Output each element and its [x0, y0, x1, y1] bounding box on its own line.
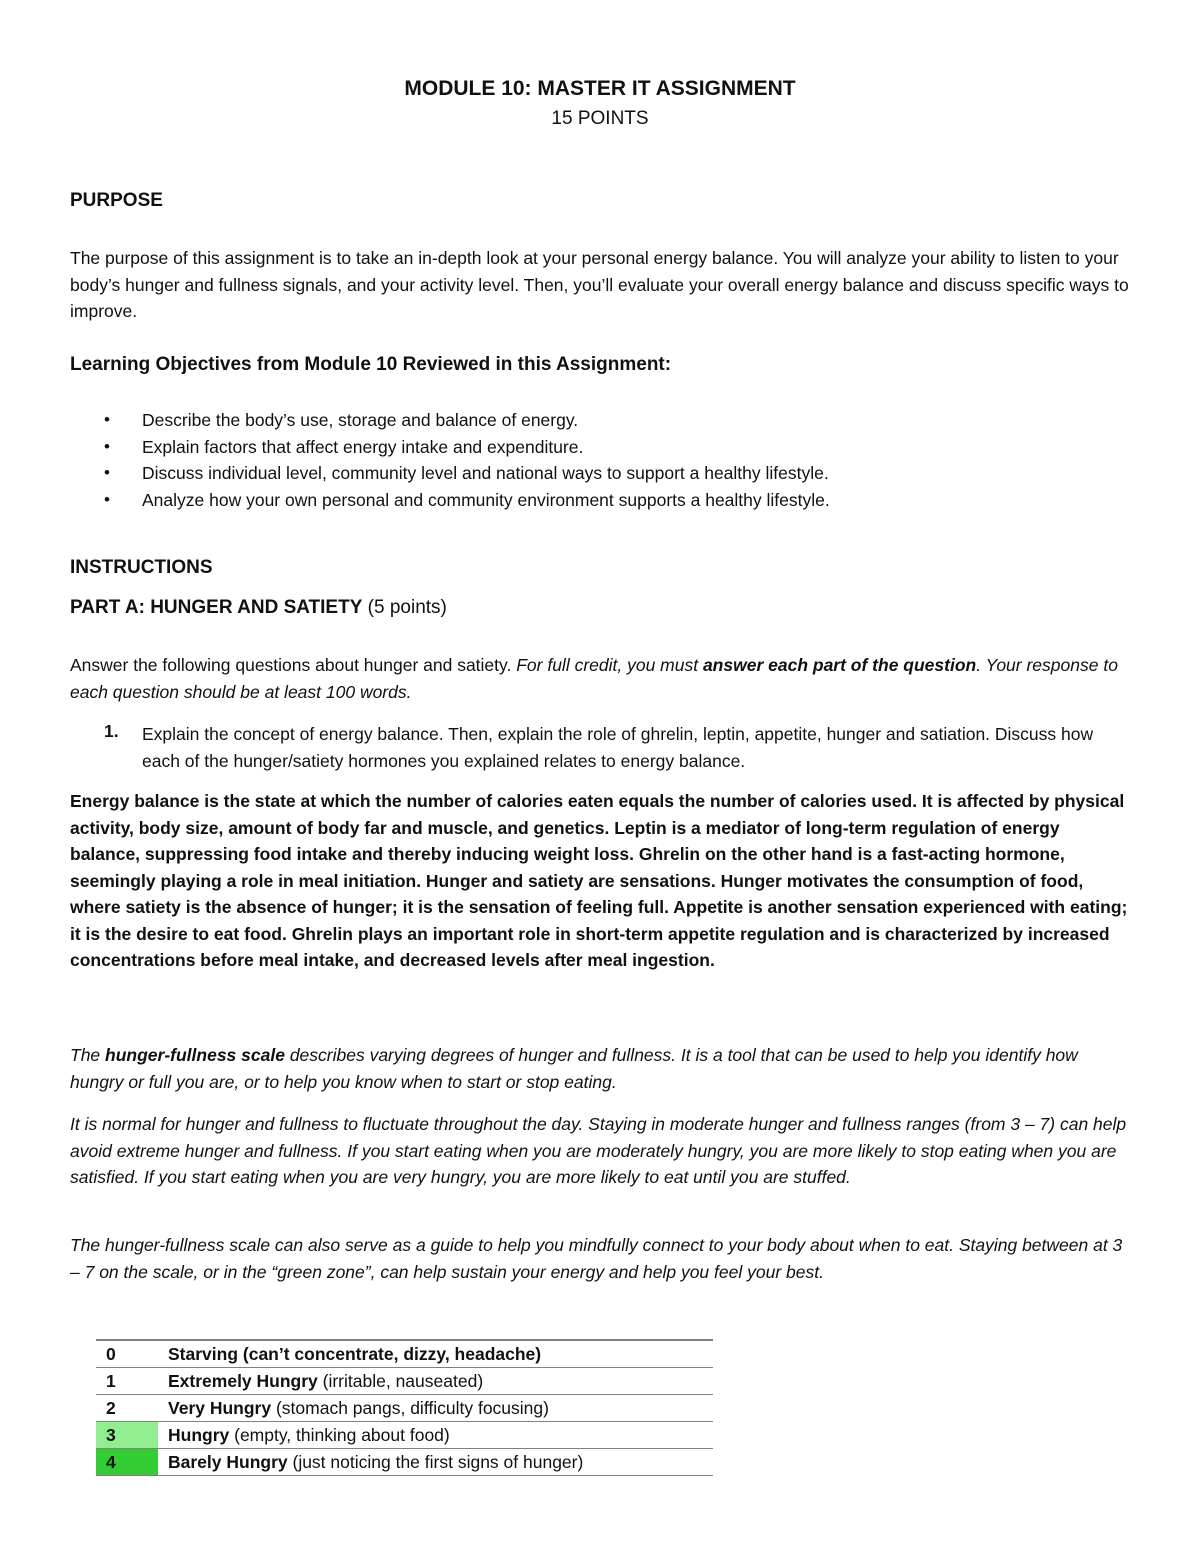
hunger-fullness-table — [96, 1339, 713, 1476]
answer-1: Energy balance is the state at which the number of calories eaten equals the number of calories used. It is affected by physical activity, body size, amount of body far and muscle, and genetics. Leptin is a mediator of long-term regulation of energy balance, suppressing food intake and thereby inducing weight loss. Ghrelin on the other hand is a fast-acting hormone, seemingly playing a role in meal initiation. Hunger and satiety are sensations. Hunger motivates the consumption of food, where satiety is the absence of hunger; it is the sensation of feeling full. Appetite is another sensation experienced with eating; it is the desire to eat food. Ghrelin plays an important role in short-term appetite regulation and is characterized by increased concentrations before meal intake, and decreased levels after meal ingestion. — [70, 791, 1128, 970]
scale-description: Extremely Hungry (irritable, nauseated) — [158, 1368, 713, 1395]
instructions-intro: Answer the following questions about hunger and satiety. For full credit, you must answer each part of the question. Your response to each question should be at least 100 words. — [70, 655, 1118, 702]
table-row — [96, 1449, 713, 1476]
list-item: • Analyze how your own personal and community environment supports a healthy lifestyle. — [70, 487, 1130, 514]
table-row — [96, 1368, 713, 1395]
scale-info-paragraph-1: The hunger-fullness scale describes varying degrees of hunger and fullness. It is a tool that can be used to help you identify how hungry or full you are, or to help you know when to start or stop eating. — [70, 1045, 1078, 1092]
question-1 — [70, 721, 1130, 774]
table-row — [96, 1422, 713, 1449]
bullet-icon: • — [104, 436, 110, 456]
scale-description: Very Hungry (stomach pangs, difficulty focusing) — [158, 1395, 713, 1422]
scale-info-paragraph-3: The hunger-fullness scale can also serve as a guide to help you mindfully connect to your body about when to eat. Staying between at 3 – 7 on the scale, or in the “green zone”, can help sustain your energy and help you feel your best. — [70, 1235, 1123, 1282]
scale-number: 2 — [96, 1395, 158, 1422]
purpose-heading: PURPOSE — [70, 190, 163, 211]
objectives-list — [70, 407, 1130, 513]
bullet-icon: • — [104, 410, 110, 429]
scale-description: Barely Hungry (just noticing the first signs of hunger) — [158, 1449, 713, 1476]
points-subtitle: 15 POINTS — [551, 108, 649, 129]
instructions-heading: INSTRUCTIONS — [70, 557, 213, 578]
objectives-heading: Learning Objectives from Module 10 Reviewed in this Assignment: — [70, 354, 672, 375]
question-number: 1. — [104, 721, 119, 741]
list-item: • Describe the body’s use, storage and balance of energy. — [70, 407, 1130, 434]
purpose-text: The purpose of this assignment is to take an in-depth look at your personal energy balance. You will analyze your ability to listen to your body’s hunger and fullness signals, and your activity level. Then, you’ll evaluate your overall energy balance and discuss specific ways to improve. — [70, 248, 1129, 321]
bullet-icon: • — [104, 489, 110, 509]
table-row — [96, 1395, 713, 1422]
question-text: Explain the concept of energy balance. Then, explain the role of ghrelin, leptin, appetite, hunger and satiation. Discuss how each of the hunger/satiety hormones you explained relates to energy balance. — [142, 724, 1094, 771]
list-item: • Discuss individual level, community level and national ways to support a healthy lifestyle. — [70, 460, 1130, 487]
scale-number: 1 — [96, 1368, 158, 1395]
bullet-icon: • — [104, 463, 110, 482]
scale-number: 0 — [96, 1340, 158, 1368]
page-title: MODULE 10: MASTER IT ASSIGNMENT — [404, 77, 796, 100]
list-item: • Explain factors that affect energy intake and expenditure. — [70, 434, 1130, 461]
scale-description: Starving (can’t concentrate, dizzy, headache) — [158, 1340, 713, 1368]
scale-number: 3 — [96, 1422, 158, 1449]
scale-number: 4 — [96, 1449, 158, 1476]
scale-info-paragraph-2: It is normal for hunger and fullness to fluctuate throughout the day. Staying in moderate hunger and fullness ranges (from 3 – 7) can help avoid extreme hunger and fullness. If you start eating when you are moderately hungry, you are more likely to stop eating when you are satisfied. If you start eating when you are very hungry, you are more likely to eat until you are stuffed. — [70, 1114, 1127, 1187]
scale-description: Hungry (empty, thinking about food) — [158, 1422, 713, 1449]
part-a-heading: PART A: HUNGER AND SATIETY (5 points) — [70, 597, 447, 618]
table-row — [96, 1340, 713, 1368]
